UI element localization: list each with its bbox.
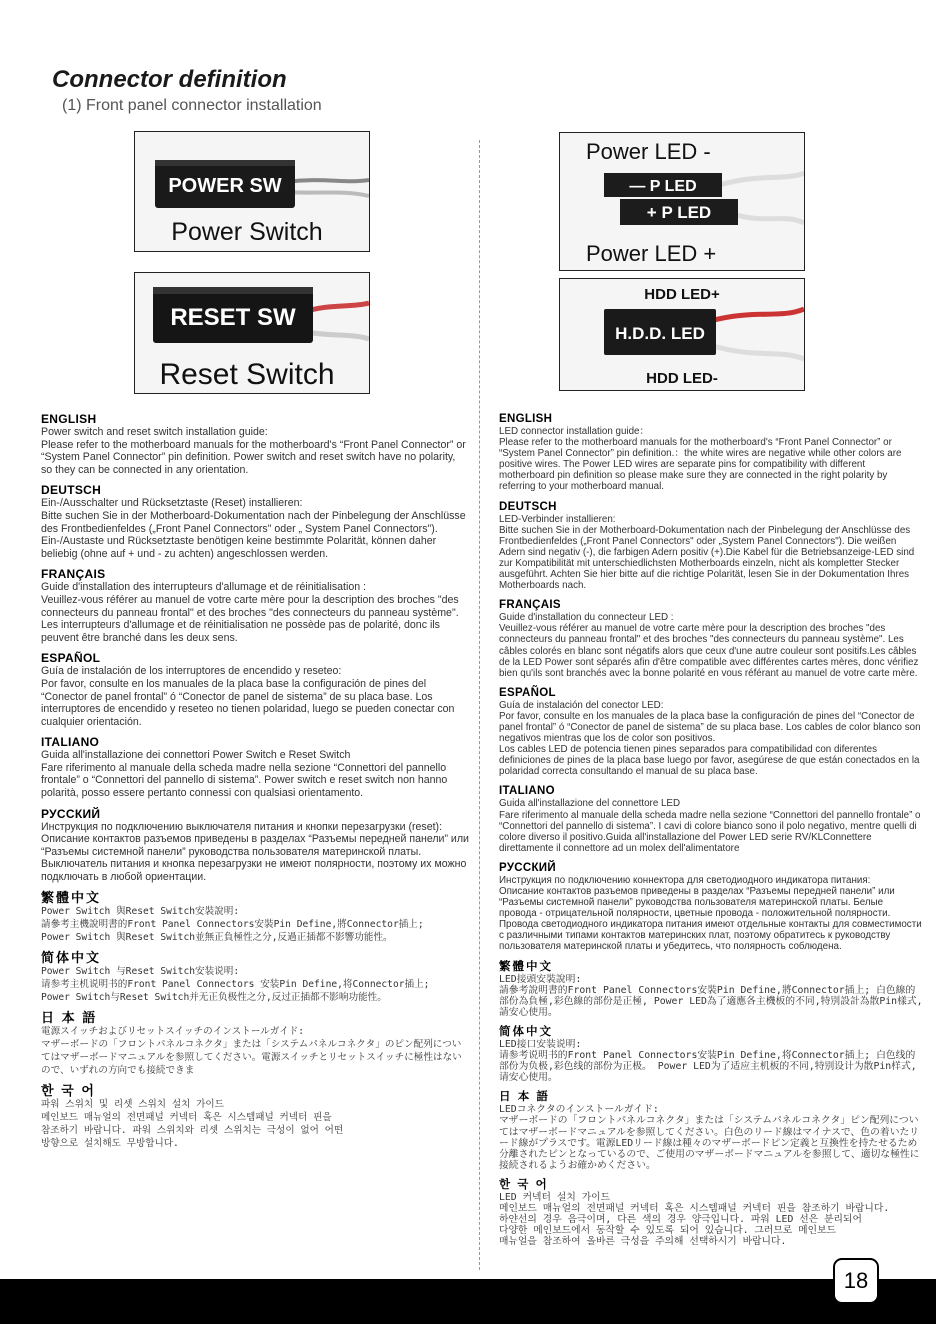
section-heading: 繁體中文 (41, 889, 102, 905)
page-subtitle: (1) Front panel connector installation (62, 97, 322, 114)
section-body: LED-Verbinder installieren: Bitte suchen Sie in der Motherboard-Dokumentation nach der Pinbelegung der Anschlüsse des Frontbedienfeldes („Front Panel Connectors" oder „System Panel Connectors"). Die weißen Adern sind negativ (-), die farbigen Adern positiv (+).Die Kabel für die Betriebsanzeige-LED sind zur Kompatibilität mit unterschiedlichsten Motherboards einzeln, nicht als kompletter Stecker ausgeführt. Achten Sie hier bitte auf die richtige Polarität, lesen Sie in der Dokumentation Ihres Motherboards nach. (499, 513, 915, 592)
section-body: Инструкция по подключению выключателя питания и кнопки перезагрузки (reset): Описание контактов разъемов приведены в разделах “Разъемы передней панели” или “Разъемы системной панели” руководства пользователя материнской платы. Выключатель питания и кнопка перезагрузки не имеют полярности, поэтому их можно подключать в любой ориентации. (41, 820, 469, 884)
footer-bar (0, 1279, 936, 1324)
section-heading: DEUTSCH (499, 500, 557, 513)
hdd-led-connector-text: H.D.D. LED (615, 324, 705, 343)
led-section-english (499, 412, 923, 493)
section-body: LED connector installation guide： Please refer to the motherboard manuals for the motherboard's “Front Panel Connector” or “System Panel Connector” pin definition.：the white wires are negative while other colors are positive wires. The Power LED wires are separate pins for compatibility with different motherboard pin definition so please make sure they are connected in the right polarity by referring to your motherboard manual. (499, 426, 902, 493)
section-body: 電源スイッチおよびリセットスイッチのインストールガイド: マザーボードの「フロントパネルコネクタ」または「システムパネルコネクタ」のピン配列についてはマザーボードマニュアルを参照してください。電源スイッチとリセットスイッチに極性はないので、いずれの方向でも接続できま (41, 1025, 462, 1076)
section-heading: 한 국 어 (499, 1178, 549, 1191)
section-body: LED接頭安裝說明: 請參考說明書的Front Panel Connectors安裝Pin Define,將Connector插上; 白色線的部份為負極,彩色線的部份是正極, Power LED為了適應各主機板的不同,特別設計為散Pin樣式, 請安心使用。 (499, 973, 923, 1018)
power-led-bottom-caption: Power LED + (586, 241, 717, 266)
section-body: LEDコネクタのインストールガイド: マザーボードの「フロントパネルコネクタ」または「システムパネルコネクタ」ピン配列についてはマザーボードマニュアルを参照してください。白色のリード線はマイナスで、色の着いたリード線がプラスです。電源LEDリード線は種々のマザーボードピン定義と互換性を持たせるため分離されたピンとなっているので、ご使用のマザーボードマニュアルを参照して、適切な極性に接続されるようお確かめください。 (499, 1104, 920, 1171)
page-title: Connector definition (52, 66, 287, 93)
section-body: Power switch and reset switch installation guide: Please refer to the motherboard manuals for the motherboard's “Front Panel Connector” or “System Panel Connector” pin definition. Power switch and reset switch have no polarity, so they can be connected in any orientation. (41, 426, 466, 476)
section-body: Инструкция по подключению коннектора для светодиодного индикатора питания: Описание контактов разъемов приведены в разделах “Разъемы передней панели” или “Разъемы системной панели” руководства пользователя материнской платы. Белые провода - отрицательной полярности, цветные провода - положительной полярности. Провода светодиодного индикатора питания имеют отдельные контакты для совместимости с различными типами контактов материнских плат, поэтому обратитесь к руководству пользователя материнской платы и убедитесь, что полярность соблюдена. (499, 874, 922, 953)
switch-section-japanese (41, 1011, 469, 1077)
switch-section-deutsch (41, 483, 469, 560)
power-switch-connector-text: POWER SW (168, 175, 282, 197)
section-body: Guía de instalación del conector LED: Por favor, consulte en los manuales de la placa base la configuración de pines del “Conector de panel frontal” ó “Conector de panel de sistema” de su placa base. Los cables de color blanco son negativos mientras que los de color son positivos. Los cables LED de potencia tienen pines separados para compatibilidad con diferentes definiciones de pines de la placa base luego por favor, asegúrese de que están conectados en la polaridad correcta consultando el manual de su placa base. (499, 699, 921, 778)
section-heading: 繁體中文 (499, 960, 553, 973)
led-section-espanol (499, 686, 923, 778)
section-body: Power Switch 與Reset Switch安裝說明: 請參考主機說明書的Front Panel Connectors安裝Pin Define,將Connector插上; Power Switch 與Reset Switch並無正負極性之分,反過正插都不影響功能性。 (41, 905, 424, 943)
section-heading: ENGLISH (499, 413, 553, 425)
section-body: Power Switch 与Reset Switch安装说明: 请参考主机说明书的Front Panel Connectors 安装Pin Define,将Connector插上; Power Switch与Reset Switch并无正负极性之分,反过正插都不影响功能性。 (41, 965, 430, 1003)
power-led-top-caption: Power LED - (586, 139, 711, 164)
switch-section-francais (41, 567, 469, 644)
section-body: Guida all'installazione dei connettori Power Switch e Reset Switch Fare riferimento al manuale della scheda madre nella sezione “Connettori del pannello frontale” o “Connettori del pannello di sistema”. Power switch e reset switch non hanno polarità, posso essere pertanto connessi con qualsiasi orientamento. (41, 749, 448, 800)
section-heading: DEUTSCH (41, 483, 102, 498)
led-section-italiano (499, 784, 923, 853)
section-body: 파워 스위치 및 리셋 스위치 설치 가이드 메인보드 매뉴얼의 전면패널 커넥터 혹은 시스템패널 커넥터 핀을 참조하기 바랍니다. 파워 스위치와 리셋 스위치는 극성이 없어 어떤 방향으로 설치해도 무방합니다. (41, 1098, 344, 1149)
power-switch-photo (134, 131, 370, 252)
column-divider (479, 140, 480, 1270)
section-body: LED接口安装说明: 请参考说明书的Front Panel Connectors安装Pin Define,将Connector插上; 白色线的部份为负极,彩色线的部份为正极。 Power LED为了适应主机板的不同,特别设计为散Pin样式, 请安心使用。 (499, 1038, 917, 1084)
led-section-francais (499, 598, 923, 679)
led-section-japanese (499, 1090, 923, 1171)
section-heading: ITALIANO (41, 735, 100, 750)
section-heading: FRANÇAIS (41, 567, 106, 582)
reset-switch-connector-illustration (135, 273, 369, 393)
hdd-led-bottom-caption: HDD LED- (646, 370, 718, 387)
section-body: Ein-/Ausschalter und Rücksetztaste (Reset) installieren: Bitte suchen Sie in der Motherboard-Dokumentation nach der Pinbelegung der Anschlüsse des Frontbedienfeldes („Front Panel Connectors" oder „ System Panel Connectors"). Ein-/Austaste und Rücksetztaste benötigen keine bestimmte Polarität, können daher beliebig (ohne auf + und - zu achten) angeschlossen werden. (41, 497, 466, 560)
switch-section-russian (41, 807, 469, 884)
section-body: Guida all'installazione del connettore LED Fare riferimento al manuale della scheda madre nella sezione “Connettori del pannello frontale” o “Connettori del pannello di sistema”. I cavi di colore bianco sono il polo negativo, mentre quelli di colore diverso il positivo.Guida all'installazione del Power LED serie RV/KLConnettere direttamente il connettore ad un molex dell'alimentatore (499, 798, 921, 854)
led-section-deutsch (499, 500, 923, 592)
section-body: Guide d'installation du connecteur LED : Veuillez-vous référer au manuel de votre carte mère pour la description des broches "des connecteurs du panneau frontal" et des broches "des connecteurs du panneau système". Les câbles colorés en blanc sont négatifs alors que ceux d'une autre couleur sont positifs.Les câbles de la LED Power sont séparés afin d'être compatible avec différentes cartes mères, donc vérifiez bien qu'ils sont branchés avec la bonne polarité en vous référant au manuel de votre carte mère. (499, 612, 919, 679)
led-instructions-column (499, 412, 923, 1254)
section-heading: ESPAÑOL (499, 686, 556, 699)
led-section-simplified-chinese (499, 1025, 923, 1083)
hdd-led-connector-illustration (560, 279, 804, 390)
switch-instructions-column (41, 412, 469, 1157)
section-body: Guide d'installation des interrupteurs d'allumage et de réinitialisation : Veuillez-vous référer au manuel de votre carte mère pour la description des broches "des connecteurs du panneau frontal" et des broches "des connecteurs du panneau système". Les interrupteurs d'allumage et de réinitialisation ne possède pas de polarité, donc ils peuvent être branché dans les deux sens. (41, 581, 459, 644)
reset-switch-connector-text: RESET SW (170, 304, 296, 331)
switch-section-simplified-chinese (41, 951, 469, 1004)
section-body: LED 커넥터 설치 가이드 메인보드 매뉴얼의 전면패널 커넥터 혹은 시스템패널 커넥터 핀을 참조하기 바랍니다. 하얀선의 경우 음극이며, 다른 색의 경우 양극입니다. 파워 LED 선은 분리되어 다양한 메인보드에서 동작할 수 있도록 되어 있습니다. 그러므로 메인보드 매뉴얼을 참조하여 올바른 극성을 주의해 선택하시기 바랍니다. (499, 1191, 890, 1248)
switch-section-italiano (41, 735, 469, 799)
power-led-connector-illustration (560, 133, 804, 270)
section-heading: ENGLISH (41, 412, 97, 426)
switch-section-traditional-chinese (41, 891, 469, 944)
section-body: Guía de instalación de los interruptores de encendido y reseteo: Por favor, consulte en los manuales de la placa base la configuración de pines del “Conector de panel frontal” ó “Conector de panel de sistema” de su placa base. Los interruptores de encendido y reseteo no tienen polaridad, luego se pueden conectar con cualquier orientación. (41, 665, 455, 728)
led-section-russian (499, 861, 923, 953)
power-switch-connector-illustration (135, 132, 369, 251)
switch-section-english (41, 412, 469, 476)
section-heading: ESPAÑOL (41, 651, 101, 666)
section-heading: 日 本 語 (41, 1009, 98, 1025)
reset-switch-caption: Reset Switch (159, 358, 335, 391)
section-heading: РУССКИЙ (41, 806, 101, 821)
section-heading: 한 국 어 (41, 1082, 96, 1098)
section-heading: FRANÇAIS (499, 599, 561, 612)
switch-section-korean (41, 1084, 469, 1150)
hdd-led-photo (559, 278, 805, 391)
led-section-traditional-chinese (499, 960, 923, 1018)
led-section-korean (499, 1178, 923, 1247)
power-switch-caption: Power Switch (171, 218, 323, 246)
section-heading: 简体中文 (499, 1025, 553, 1038)
section-heading: ITALIANO (499, 785, 555, 798)
reset-switch-photo (134, 272, 370, 394)
section-heading: 简体中文 (41, 949, 102, 965)
hdd-led-top-caption: HDD LED+ (644, 286, 720, 303)
section-heading: 日 本 語 (499, 1091, 550, 1104)
power-led-photo (559, 132, 805, 271)
switch-section-espanol (41, 651, 469, 728)
power-led-plus-pin: + P LED (646, 203, 712, 222)
power-led-minus-pin: — P LED (629, 178, 697, 195)
section-heading: РУССКИЙ (499, 861, 556, 874)
page-number: 18 (833, 1258, 879, 1304)
